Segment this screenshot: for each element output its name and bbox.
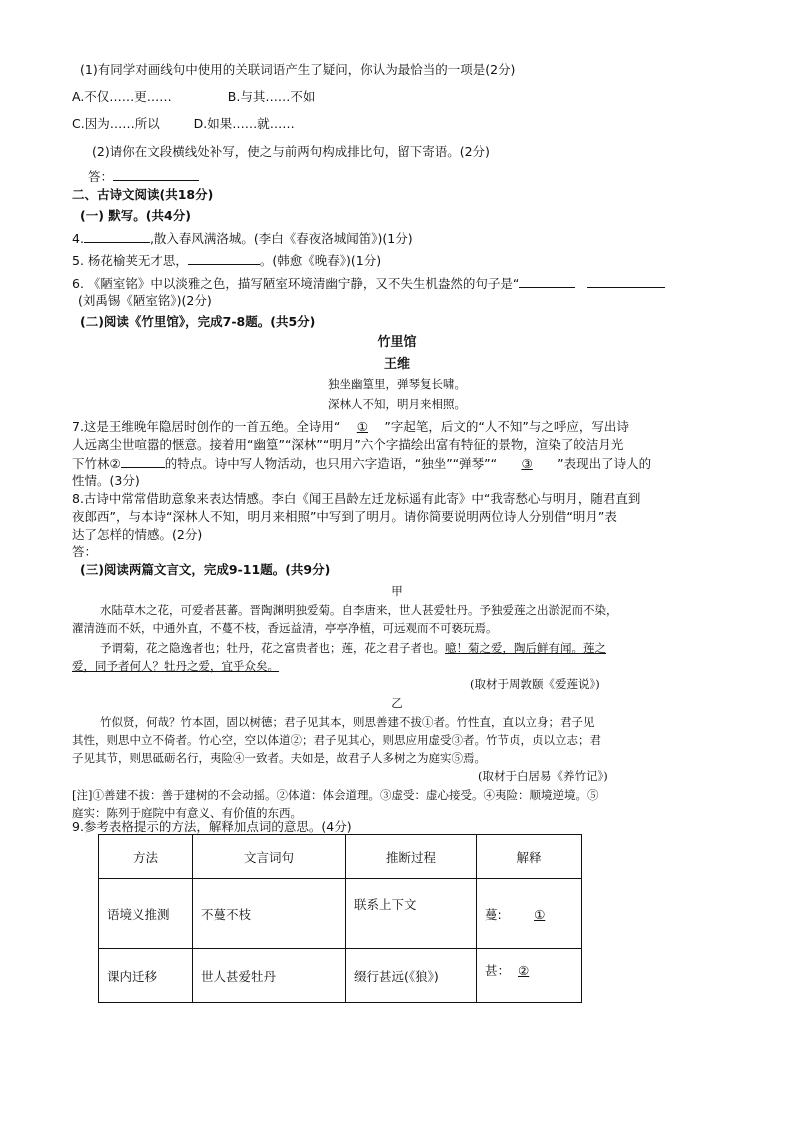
q7-blank-1[interactable]: ① xyxy=(356,419,369,434)
row2-blank[interactable]: ② xyxy=(518,963,530,978)
q7-blank-2[interactable] xyxy=(121,454,165,468)
q6-line xyxy=(72,274,732,293)
yi-line-3: 子见其节，则思砥砺名行，夷险④一致者。夫如是，故君子人多树之为庭实⑤焉。 xyxy=(72,751,486,765)
q7-text-b: ”字起笔，后文的“人不知”与之呼应，写出诗 xyxy=(384,419,629,434)
q5-source: 。(韩愈《晚春》)(1分) xyxy=(259,253,382,268)
row1-method: 语境义推测 xyxy=(99,879,193,949)
q7-blank-3[interactable]: ③ xyxy=(521,456,533,471)
q5-line xyxy=(72,251,732,270)
q7-text-d: 的特点。诗中写人物活动，也只用六字造语，“独坐”“弹琴”“ xyxy=(164,456,498,471)
table-header-row xyxy=(99,835,582,879)
q5-blank[interactable] xyxy=(188,251,260,265)
text-jia-label: 甲 xyxy=(391,584,403,598)
header-phrase: 文言词句 xyxy=(193,835,346,879)
option-a: A.不仅……更…… xyxy=(72,89,172,104)
row1-explanation xyxy=(477,879,582,949)
row1-process: 联系上下文 xyxy=(346,879,477,949)
q2-prompt: (2)请你在文段横线处补写，使之与前两句构成排比句，留下寄语。(2分) xyxy=(92,144,490,159)
option-d: D.如果……就…… xyxy=(193,116,295,131)
jia-underlined-2: 爱，同予者何人？牡丹之爱，宜乎众矣。 xyxy=(72,659,279,673)
q7-text-a: 7.这是王维晚年隐居时创作的一首五绝。全诗用“ xyxy=(72,419,341,434)
q9-prompt: 9.参考表格提示的方法，解释加点词的意思。(4分) xyxy=(72,819,352,834)
table-row xyxy=(99,879,582,949)
part2-sub1-heading: (一) 默写。(共4分) xyxy=(80,208,191,223)
part3-heading: (三)阅读两篇文言文，完成9-11题。(共9分) xyxy=(80,562,331,577)
jia-p2-line-2 xyxy=(72,657,732,675)
q8-line-3: 达了怎样的情感。(2分) xyxy=(72,527,203,542)
part2-sub2-heading: (二)阅读《竹里馆》，完成7-8题。(共5分) xyxy=(80,314,316,329)
table-row xyxy=(99,949,582,1003)
yi-line-1: 竹似贤，何哉？竹本固，固以树德；君子见其本，则思善建不拔①者。竹性直，直以立身；君子见 xyxy=(100,715,595,729)
poem-line-1: 独坐幽篁里，弹琴复长啸。 xyxy=(328,377,466,391)
q9-table xyxy=(98,834,582,1003)
q6-source: (刘禹锡《陋室铭》)(2分) xyxy=(78,293,212,308)
q7-text-c: 下竹林② xyxy=(72,456,121,471)
q6-text: 6. 《陋室铭》中以淡雅之色，描写陋室环境清幽宁静，又不失生机盎然的句子是“ xyxy=(72,276,520,291)
row2-process: 缀行甚远(《狼》) xyxy=(346,949,477,1003)
q6-blank-1[interactable] xyxy=(519,274,575,288)
answer-label: 答： xyxy=(88,169,114,184)
jia-p2-line-1 xyxy=(100,639,760,657)
row1-word: 蔓: xyxy=(485,906,502,922)
jia-p1-line-1: 水陆草木之花，可爱者甚蕃。晋陶渊明独爱菊。自李唐来，世人甚爱牡丹。予独爱莲之出淤泥而不染， xyxy=(100,603,618,617)
jia-p2-text: 予谓菊，花之隐逸者也；牡丹，花之富贵者也；莲，花之君子者也。 xyxy=(100,641,445,655)
option-c: C.因为……所以 xyxy=(72,116,160,131)
q2-answer-line xyxy=(88,167,748,186)
row2-phrase: 世人甚爱牡丹 xyxy=(193,949,346,1003)
q8-line-2: 夜郎西”，与本诗“深林人不知，明月来相照”中写到了明月。请你简要说明两位诗人分别借“明月”表 xyxy=(72,509,617,524)
q6-blank-2[interactable] xyxy=(587,274,665,288)
poem-line-2: 深林人不知，明月来相照。 xyxy=(328,397,466,411)
notes-line-2: 庭实：陈列于庭院中有意义、有价值的东西。 xyxy=(72,806,302,820)
q8-answer: 答： xyxy=(72,544,98,559)
q4-line xyxy=(72,229,732,248)
header-method: 方法 xyxy=(99,835,193,879)
q1-prompt: (1)有同学对画线句中使用的关联词语产生了疑问，你认为最恰当的一项是(2分) xyxy=(80,62,516,77)
jia-p1-line-2: 濯清涟而不妖，中通外直，不蔓不枝，香远益清，亭亭净植，可远观而不可亵玩焉。 xyxy=(72,621,498,635)
q4-text: ,散入春风满洛城。(李白《春夜洛城闻笛》)(1分) xyxy=(149,231,413,246)
poem-title: 竹里馆 xyxy=(377,335,417,350)
option-b: B.与其……不如 xyxy=(227,89,316,104)
q7-line-4: 性情。(3分) xyxy=(72,473,140,488)
row2-method: 课内迁移 xyxy=(99,949,193,1003)
jia-underlined-1: 噫！菊之爱，陶后鲜有闻。莲之 xyxy=(445,641,606,655)
q7-line-3 xyxy=(72,454,732,473)
header-explanation: 解释 xyxy=(477,835,582,879)
poem-author: 王维 xyxy=(383,357,410,372)
q4-blank[interactable] xyxy=(84,229,150,243)
yi-line-2: 其性，则思中立不倚者。竹心空，空以体道②；君子见其心，则思应用虚受③者。竹节贞，贞以立志；君 xyxy=(72,733,601,747)
q8-line-1: 8.古诗中常常借助意象来表达情感。李白《闻王昌龄左迁龙标遥有此寄》中“我寄愁心与明月，随君直到 xyxy=(72,491,641,506)
row1-blank[interactable]: ① xyxy=(534,906,546,922)
q5-text: 5. 杨花榆荚无才思， xyxy=(72,253,188,268)
q1-options-cd xyxy=(72,115,732,133)
row2-explanation xyxy=(477,949,582,1003)
yi-source: (取材于白居易《养竹记》) xyxy=(478,769,608,783)
q7-line-2: 人远离尘世喧嚣的惬意。接着用“幽篁”“深林”“明月”六个字描绘出富有特征的景物，渲染了皎洁月光 xyxy=(72,437,624,452)
jia-source: (取材于周敦颐《爱莲说》) xyxy=(470,677,600,691)
row2-word: 甚： xyxy=(485,963,511,978)
row1-phrase: 不蔓不枝 xyxy=(193,879,346,949)
answer-blank[interactable] xyxy=(113,167,199,181)
q7-line-1 xyxy=(72,418,732,436)
q4-number: 4. xyxy=(72,231,84,246)
part2-heading: 二、古诗文阅读(共18分) xyxy=(72,187,214,202)
q7-text-e: ”表现出了诗人的 xyxy=(557,456,652,471)
text-yi-label: 乙 xyxy=(391,696,403,710)
header-process: 推断过程 xyxy=(346,835,477,879)
notes-line-1: [注]①善建不拔：善于建树的不会动摇。②体道：体会道理。③虚受：虚心接受。④夷险：顺境逆境。⑤ xyxy=(72,788,599,802)
q1-options-ab xyxy=(72,88,732,106)
